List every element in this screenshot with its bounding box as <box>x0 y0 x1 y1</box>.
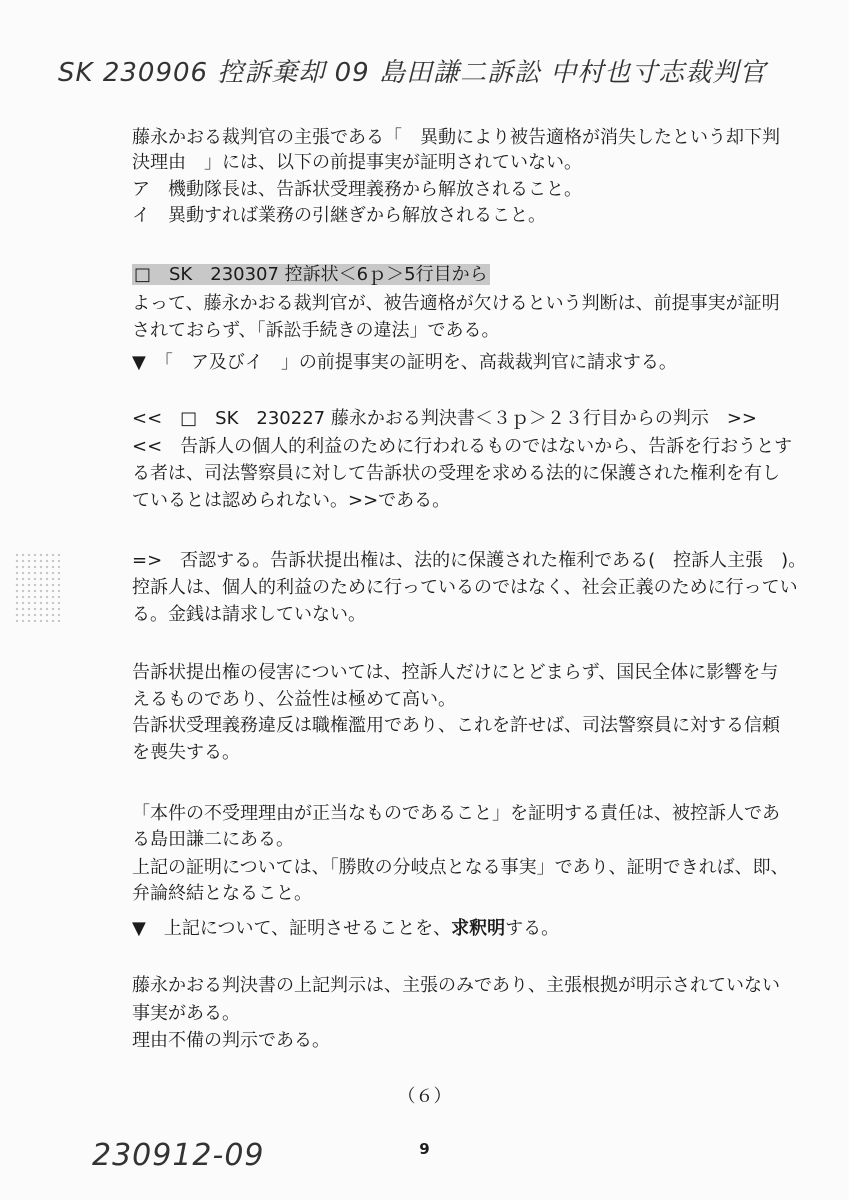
body-line: る島田謙二にある。 <box>132 829 294 850</box>
body-line: 決理由 」には、以下の前提事実が証明されていない。 <box>132 152 582 173</box>
highlighted-reference-line <box>132 263 490 287</box>
body-line: よって、藤永かおる裁判官が、被告適格が欠けるという判断は、前提事実が証明 <box>132 293 780 314</box>
body-line: 「本件の不受理理由が正当なものであること」を証明する責任は、被控訴人であ <box>132 803 780 824</box>
handwritten-footer: 230912-09 <box>92 1138 265 1173</box>
body-line: されておらず、「訴訟手続きの違法」である。 <box>132 320 500 341</box>
request-text: ▼ 上記について、証明させることを、 <box>132 918 452 939</box>
scan-dot-pattern <box>14 552 60 622</box>
body-line: ているとは認められない。>>である。 <box>132 490 451 511</box>
body-line: 藤永かおる裁判官の主張である「 異動により被告適格が消失したという却下判 <box>132 127 780 148</box>
body-line: << 告訴人の個人的利益のために行われるものではないから、告訴を行おうとす <box>132 436 793 457</box>
body-line: ▼ 「 ア及びイ 」の前提事実の証明を、高裁裁判官に請求する。 <box>132 352 677 373</box>
body-line: 弁論終結となること。 <box>132 883 312 904</box>
page-number: 9 <box>419 1140 430 1158</box>
body-line: 告訴状受理義務違反は職権濫用であり、これを許せば、司法警察員に対する信頼 <box>132 715 780 736</box>
body-line: 藤永かおる判決書の上記判示は、主張のみであり、主張根拠が明示されていない <box>132 975 780 996</box>
highlighted-reference: □ SK 230307 控訴状＜6ｐ＞5行目から <box>134 264 488 285</box>
body-line: る。金銭は請求していない。 <box>132 604 366 625</box>
page-label: （６） <box>397 1086 452 1107</box>
body-line: 告訴状提出権の侵害については、控訴人だけにとどまらず、国民全体に影響を与 <box>132 662 779 683</box>
body-line: イ 異動すれば業務の引継ぎから解放されること。 <box>132 205 546 226</box>
body-line: << □ SK 230227 藤永かおる判決書＜３ｐ＞２３行目からの判示 >> <box>132 408 757 429</box>
body-line: る者は、司法警察員に対して告訴状の受理を求める法的に保護された権利を有し <box>132 463 780 484</box>
body-line: ア 機動隊長は、告訴状受理義務から解放されること。 <box>132 179 582 200</box>
body-line: 理由不備の判示である。 <box>132 1030 330 1051</box>
body-line: 事実がある。 <box>132 1003 240 1024</box>
request-suffix: する。 <box>505 918 560 939</box>
body-line: を喪失する。 <box>132 742 240 763</box>
handwritten-header: SK 230906 控訴棄却 09 島田謙二訴訟 中村也寸志裁判官 <box>58 58 767 88</box>
body-line: 上記の証明については、「勝敗の分岐点となる事実」であり、証明できれば、即、 <box>132 857 789 878</box>
body-line: => 否認する。告訴状提出権は、法的に保護された権利である( 控訴人主張 )。 <box>132 550 807 571</box>
body-line: 控訴人は、個人的利益のために行っているのではなく、社会正義のために行ってい <box>132 577 798 598</box>
body-line: えるものであり、公益性は極めて高い。 <box>132 689 456 710</box>
request-keyword: 求釈明 <box>451 918 506 939</box>
request-line <box>132 917 559 941</box>
